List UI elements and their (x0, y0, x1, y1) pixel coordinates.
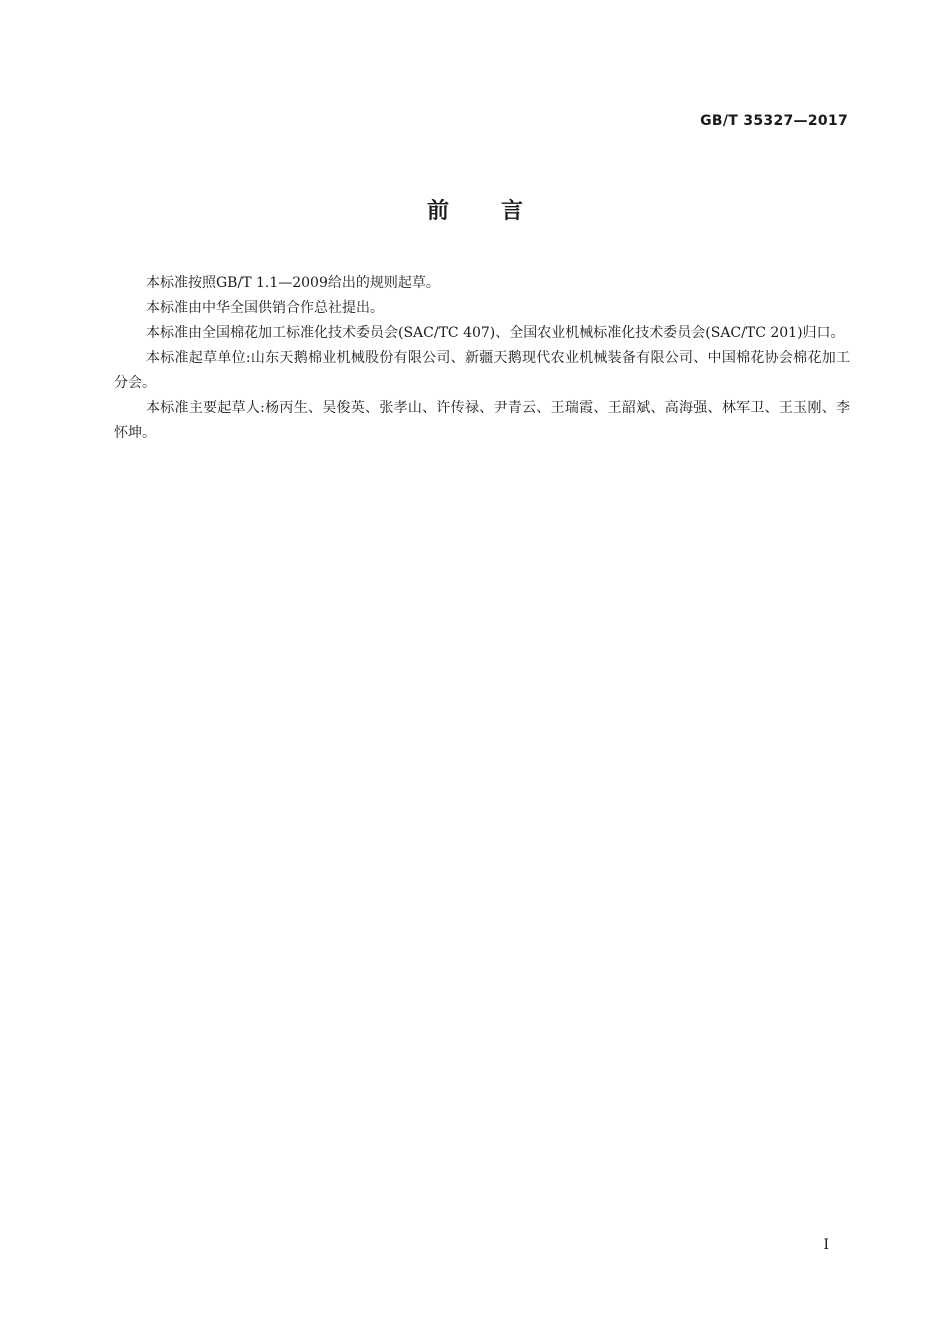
paragraph-drafting-rules: 本标准按照GB/T 1.1—2009给出的规则起草。 (146, 275, 440, 291)
page-number: I (823, 1237, 829, 1253)
foreword-title: 前言 (426, 199, 575, 224)
paragraph-drafting-units: 本标准起草单位:山东天鹅棉业机械股份有限公司、新疆天鹅现代农业机械装备有限公司、中国棉花协会棉花加工分会。 (114, 350, 850, 391)
foreword-body (114, 271, 850, 446)
paragraph-proposer: 本标准由中华全国供销合作总社提出。 (146, 300, 384, 316)
standard-code: GB/T 35327—2017 (700, 113, 848, 129)
paragraph-technical-committee: 本标准由全国棉花加工标准化技术委员会(SAC/TC 407)、全国农业机械标准化技术委员会(SAC/TC 201)归口。 (146, 325, 845, 341)
paragraph-drafters: 本标准主要起草人:杨丙生、吴俊英、张孝山、许传禄、尹青云、王瑞霞、王韶斌、高海强、林军卫、王玉刚、李怀坤。 (114, 400, 850, 441)
